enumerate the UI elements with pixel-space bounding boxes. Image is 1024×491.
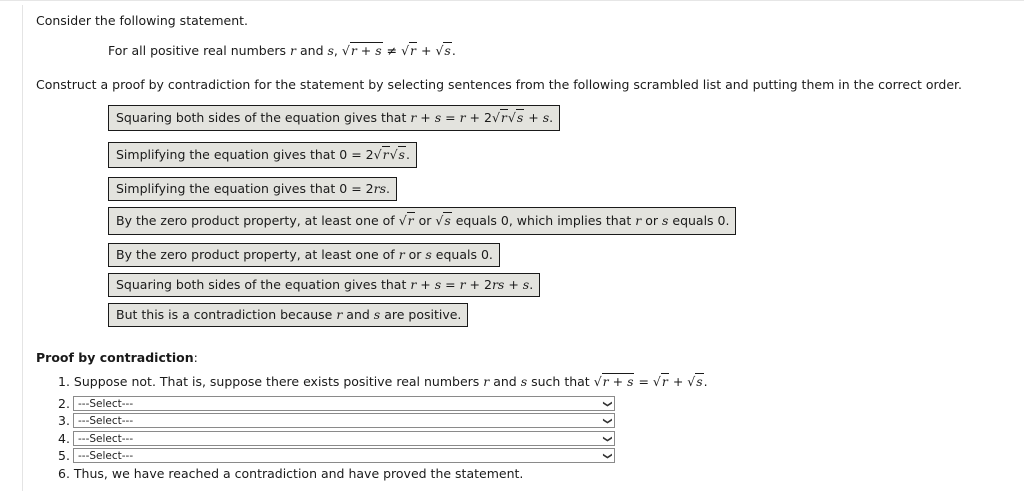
step-5-select[interactable]: ---Select--- ❯: [73, 448, 615, 463]
proof-step-4-number: 4.: [58, 431, 70, 446]
left-border: [22, 5, 23, 491]
step-4-select[interactable]: ---Select--- ❯: [73, 431, 615, 446]
option-card-contradiction[interactable]: But this is a contradiction because r and s are positive.: [108, 303, 468, 327]
intro-text: Consider the following statement.: [36, 13, 249, 28]
proof-step-1: 1. Suppose not. That is, suppose there exists positive real numbers r and s such that √r + s = √r + √s.: [58, 374, 708, 389]
sqrt-s: √s: [435, 43, 451, 58]
option-card-simplify-sqrt[interactable]: Simplifying the equation gives that 0 = 2√r√s.: [108, 142, 417, 168]
proof-step-5-number: 5.: [58, 448, 70, 463]
proof-step-6: 6. Thus, we have reached a contradiction and have proved the statement.: [58, 466, 524, 481]
step-2-select[interactable]: ---Select--- ❯: [73, 396, 615, 411]
proof-step-2-number: 2.: [58, 396, 70, 411]
proof-heading: Proof by contradiction:: [36, 350, 198, 365]
statement: For all positive real numbers r and s, √r + s ≠ √r + √s.: [108, 43, 456, 58]
sqrt-r-plus-s: √r + s: [341, 43, 382, 58]
option-card-zero-product-sqrt[interactable]: By the zero product property, at least one of √r or √s equals 0, which implies that r or s equals 0.: [108, 207, 736, 235]
option-card-simplify-rs[interactable]: Simplifying the equation gives that 0 = 2rs.: [108, 177, 397, 201]
step-3-select[interactable]: ---Select--- ❯: [73, 413, 615, 428]
option-card-squaring-sqrt[interactable]: Squaring both sides of the equation gives that r + s = r + 2√r√s + s.: [108, 105, 560, 131]
option-card-zero-product-rs[interactable]: By the zero product property, at least one of r or s equals 0.: [108, 243, 500, 267]
proof-step-3-number: 3.: [58, 413, 70, 428]
chevron-down-icon: ❯: [602, 452, 613, 460]
chevron-down-icon: ❯: [602, 400, 613, 408]
chevron-down-icon: ❯: [602, 435, 613, 443]
option-card-squaring-rs[interactable]: Squaring both sides of the equation gives that r + s = r + 2rs + s.: [108, 273, 540, 297]
chevron-down-icon: ❯: [602, 417, 613, 425]
sqrt-r: √r: [401, 43, 417, 58]
instruction-text: Construct a proof by contradiction for the statement by selecting sentences from the following scrambled list and putting them in the correct order.: [36, 77, 962, 92]
top-border: [0, 0, 1024, 6]
